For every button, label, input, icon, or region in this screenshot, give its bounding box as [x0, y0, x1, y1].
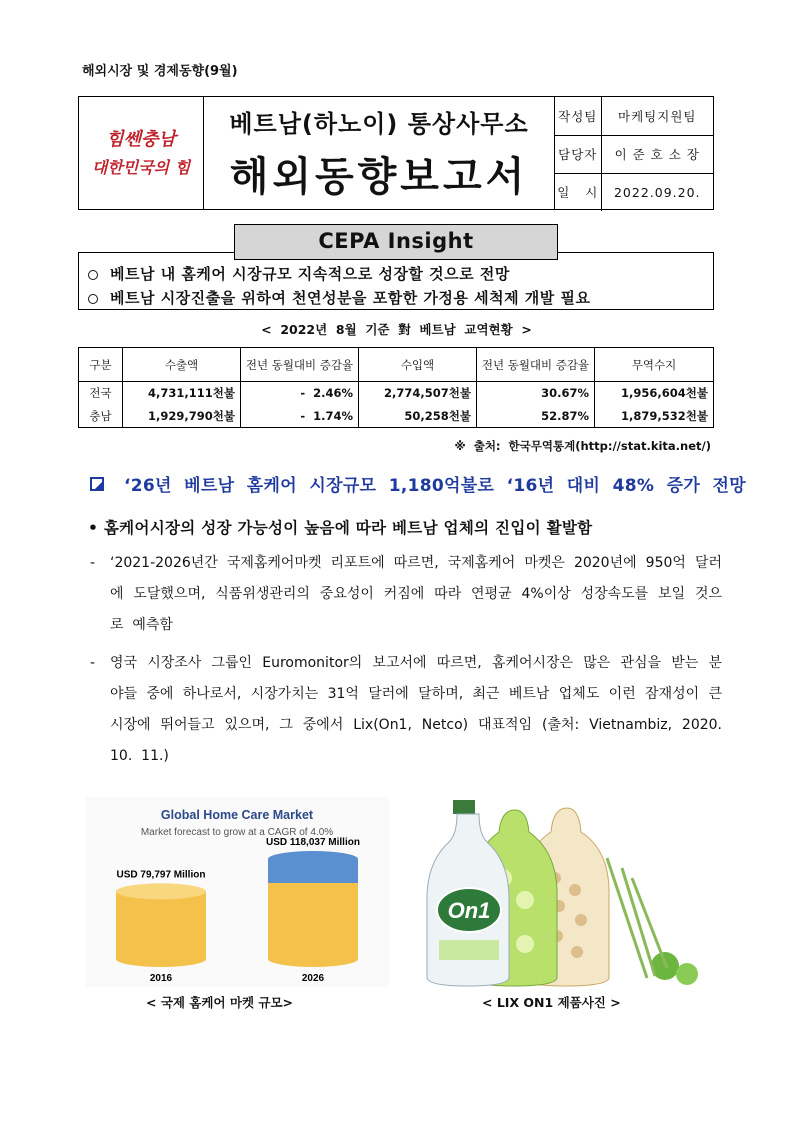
sub-heading: • 홈케어시장의 성장 가능성이 높음에 따라 베트남 업체의 진입이 활발함	[88, 519, 593, 537]
column-header: 구분	[79, 348, 123, 382]
chungnam-logo	[79, 97, 204, 209]
meta-key: 담당자	[555, 135, 601, 173]
meta-row	[555, 173, 713, 211]
column-header: 무역수지	[595, 348, 714, 382]
report-name: 해외동향보고서	[229, 154, 529, 200]
chart-category-label: 2026	[301, 973, 325, 984]
meta-value: 2022.09.20.	[613, 184, 701, 200]
cepa-point-text: 베트남 내 홈케어 시장규모 지속적으로 성장할 것으로 전망	[110, 265, 510, 283]
meta-key: 작성팀	[555, 97, 601, 135]
table-header-row	[79, 348, 714, 382]
chart-data-label: USD 79,797 Million	[116, 869, 206, 881]
paragraph	[90, 548, 722, 641]
trade-table	[78, 347, 714, 428]
paragraph-text: 영국 시장조사 그룹인 Euromonitor의 보고서에 따르면, 홈케어시장은 많은 관심을 받는 분야들 중에 하나로서, 시장가치는 31억 달러에 달하며, 최근 베트남 업체도 이런 잠재성이 큰 시장에 뛰어들고 있으며, 그 중에서 Lix(On1, Netco) 대표적임 (출처: Vietnambiz, 2020. 10. 11.)	[110, 655, 731, 764]
report-meta-table	[555, 97, 713, 211]
dash-bullet: -	[90, 555, 96, 571]
table-cell: 전국	[79, 382, 123, 405]
home-care-market-chart	[86, 797, 389, 987]
cepa-title: CEPA Insight	[234, 224, 558, 260]
cepa-point	[88, 287, 591, 308]
chart-bar-top	[268, 851, 358, 867]
table-cell: 4,731,111천불	[123, 382, 241, 405]
cepa-point	[88, 263, 510, 284]
lix-on1-product-photo	[417, 798, 703, 988]
section-header: 해외시장 및 경제동향(9월)	[82, 64, 238, 79]
chart-title: Global Home Care Market	[160, 808, 314, 822]
paragraph	[90, 648, 731, 772]
table-cell: 2,774,507천불	[359, 382, 477, 405]
column-header: 전년 동월대비 증감율	[477, 348, 595, 382]
chart-data-label: USD 118,037 Million	[266, 837, 360, 848]
meta-value: 이 준 호 소 장	[601, 135, 713, 173]
chart-bar-base	[116, 951, 206, 967]
cepa-point-text: 베트남 시장진출을 위하여 천연성분을 포함한 가정용 세척제 개발 필요	[110, 289, 591, 307]
column-header: 수출액	[123, 348, 241, 382]
chart-bar	[116, 891, 206, 959]
meta-value: 마케팅지원팀	[601, 97, 713, 135]
meta-row	[555, 135, 713, 173]
report-title-block	[78, 96, 714, 210]
office-name: 베트남(하노이) 통상사무소	[229, 110, 529, 138]
section-headline	[90, 471, 746, 496]
column-header: 전년 동월대비 증감율	[241, 348, 359, 382]
trade-caption: < 2022년 8월 기준 對 베트남 교역현황 >	[261, 322, 532, 337]
chart-subtitle: Market forecast to grow at a CAGR of 4.0%	[140, 827, 334, 838]
product-brand: On1	[447, 898, 491, 923]
table-cell: - 2.46%	[241, 382, 359, 405]
table-cell: 충남	[79, 405, 123, 428]
trade-source: ※ 출처: 한국무역통계(http://stat.kita.net/)	[454, 439, 711, 453]
paragraph-text: ‘2021-2026년간 국제홈케어마켓 리포트에 따르면, 국제홈케어 마켓은 2020년에 950억 달러에 도달했으며, 식품위생관리의 중요성이 커짐에 따라 연평균 4%이상 성장속도를 보일 것으로 예측함	[110, 555, 722, 633]
circle-bullet-icon	[88, 294, 98, 304]
chart-bar-top	[116, 883, 206, 899]
table-row	[79, 405, 714, 428]
report-title	[204, 97, 555, 209]
table-cell: 1,929,790천불	[123, 405, 241, 428]
svg-text:대한민국의 힘: 대한민국의 힘	[91, 158, 191, 177]
table-cell: - 1.74%	[241, 405, 359, 428]
circle-bullet-icon	[88, 270, 98, 280]
dash-bullet: -	[90, 655, 96, 671]
table-cell: 1,956,604천불	[595, 382, 714, 405]
square-bullet-icon	[90, 477, 104, 491]
chart-category-label: 2016	[149, 973, 173, 984]
svg-text:힘쎈충남: 힘쎈충남	[106, 129, 176, 150]
headline-text: ‘26년 베트남 홈케어 시장규모 1,180억불로 ‘16년 대비 48% 증가 전망	[124, 476, 746, 496]
table-cell: 52.87%	[477, 405, 595, 428]
chart-bar-base	[268, 951, 358, 967]
table-row	[79, 382, 714, 405]
chart-caption: < 국제 홈케어 마켓 규모>	[146, 995, 294, 1010]
table-cell: 50,258천불	[359, 405, 477, 428]
meta-row	[555, 97, 713, 135]
photo-caption: < LIX ON1 제품사진 >	[482, 995, 621, 1010]
column-header: 수입액	[359, 348, 477, 382]
table-cell: 30.67%	[477, 382, 595, 405]
meta-key: 일 시	[555, 173, 601, 211]
table-cell: 1,879,532천불	[595, 405, 714, 428]
